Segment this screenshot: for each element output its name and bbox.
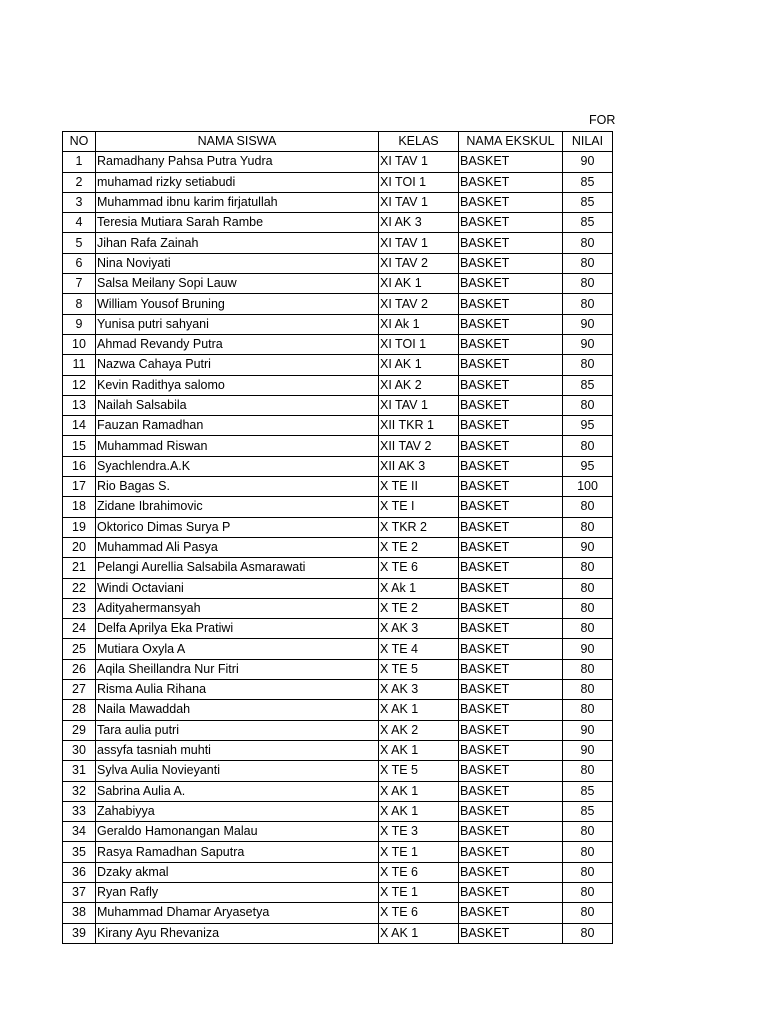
table-row <box>63 842 613 862</box>
student-name-cell: Risma Aulia Rihana <box>96 680 379 700</box>
table-row <box>63 456 613 476</box>
student-grades-table <box>62 131 613 944</box>
score-cell: 80 <box>563 253 613 273</box>
row-number-cell: 8 <box>63 294 96 314</box>
table-row <box>63 355 613 375</box>
extracurricular-cell: BASKET <box>459 213 563 233</box>
table-row <box>63 598 613 618</box>
extracurricular-cell: BASKET <box>459 172 563 192</box>
table-row <box>63 537 613 557</box>
score-cell: 80 <box>563 233 613 253</box>
class-cell: X TE 3 <box>379 822 459 842</box>
extracurricular-cell: BASKET <box>459 761 563 781</box>
score-cell: 80 <box>563 842 613 862</box>
class-cell: XI TAV 1 <box>379 233 459 253</box>
student-name-cell: Delfa Aprilya Eka Pratiwi <box>96 619 379 639</box>
extracurricular-cell: BASKET <box>459 700 563 720</box>
row-number-cell: 25 <box>63 639 96 659</box>
row-number-cell: 24 <box>63 619 96 639</box>
score-cell: 85 <box>563 192 613 212</box>
class-cell: XI TAV 2 <box>379 294 459 314</box>
score-cell: 95 <box>563 456 613 476</box>
table-row <box>63 395 613 415</box>
extracurricular-cell: BASKET <box>459 477 563 497</box>
table-row <box>63 801 613 821</box>
table-row <box>63 578 613 598</box>
extracurricular-cell: BASKET <box>459 822 563 842</box>
student-name-cell: Muhammad Riswan <box>96 436 379 456</box>
table-row <box>63 152 613 172</box>
header-row <box>63 132 613 152</box>
class-cell: XII TAV 2 <box>379 436 459 456</box>
class-cell: X TE 6 <box>379 903 459 923</box>
table-row <box>63 680 613 700</box>
extracurricular-cell: BASKET <box>459 517 563 537</box>
student-name-cell: Nailah Salsabila <box>96 395 379 415</box>
student-name-cell: Mutiara Oxyla A <box>96 639 379 659</box>
class-cell: X TE 5 <box>379 659 459 679</box>
student-name-cell: Aqila Sheillandra Nur Fitri <box>96 659 379 679</box>
class-cell: XII AK 3 <box>379 456 459 476</box>
student-name-cell: Kirany Ayu Rhevaniza <box>96 923 379 943</box>
student-name-cell: Muhammad Ali Pasya <box>96 537 379 557</box>
row-number-cell: 20 <box>63 537 96 557</box>
extracurricular-cell: BASKET <box>459 152 563 172</box>
extracurricular-cell: BASKET <box>459 680 563 700</box>
class-cell: X TE II <box>379 477 459 497</box>
score-cell: 85 <box>563 172 613 192</box>
student-name-cell: Ahmad Revandy Putra <box>96 334 379 354</box>
extracurricular-cell: BASKET <box>459 497 563 517</box>
extracurricular-cell: BASKET <box>459 598 563 618</box>
table-row <box>63 822 613 842</box>
table-row <box>63 274 613 294</box>
score-cell: 80 <box>563 659 613 679</box>
score-cell: 80 <box>563 497 613 517</box>
extracurricular-cell: BASKET <box>459 781 563 801</box>
class-cell: X TE I <box>379 497 459 517</box>
extracurricular-cell: BASKET <box>459 720 563 740</box>
class-cell: X AK 1 <box>379 740 459 760</box>
student-name-cell: Windi Octaviani <box>96 578 379 598</box>
student-name-cell: Nazwa Cahaya Putri <box>96 355 379 375</box>
extracurricular-cell: BASKET <box>459 294 563 314</box>
score-cell: 80 <box>563 274 613 294</box>
row-number-cell: 3 <box>63 192 96 212</box>
score-cell: 90 <box>563 314 613 334</box>
row-number-cell: 9 <box>63 314 96 334</box>
student-name-cell: Rio Bagas S. <box>96 477 379 497</box>
table-body <box>63 152 613 944</box>
row-number-cell: 37 <box>63 882 96 902</box>
class-cell: XII TKR 1 <box>379 416 459 436</box>
score-cell: 80 <box>563 578 613 598</box>
score-cell: 80 <box>563 882 613 902</box>
score-cell: 95 <box>563 416 613 436</box>
row-number-cell: 10 <box>63 334 96 354</box>
table-row <box>63 659 613 679</box>
extracurricular-cell: BASKET <box>459 537 563 557</box>
row-number-cell: 33 <box>63 801 96 821</box>
table-row <box>63 639 613 659</box>
score-cell: 90 <box>563 152 613 172</box>
student-name-cell: Muhammad Dhamar Aryasetya <box>96 903 379 923</box>
row-number-cell: 27 <box>63 680 96 700</box>
student-name-cell: Salsa Meilany Sopi Lauw <box>96 274 379 294</box>
row-number-cell: 35 <box>63 842 96 862</box>
table-row <box>63 619 613 639</box>
row-number-cell: 31 <box>63 761 96 781</box>
extracurricular-cell: BASKET <box>459 558 563 578</box>
table-row <box>63 923 613 943</box>
extracurricular-cell: BASKET <box>459 436 563 456</box>
extracurricular-cell: BASKET <box>459 619 563 639</box>
row-number-cell: 12 <box>63 375 96 395</box>
table-row <box>63 903 613 923</box>
class-cell: XI AK 2 <box>379 375 459 395</box>
student-name-cell: Ramadhany Pahsa Putra Yudra <box>96 152 379 172</box>
table-row <box>63 761 613 781</box>
class-cell: X TE 5 <box>379 761 459 781</box>
table-row <box>63 720 613 740</box>
score-cell: 85 <box>563 375 613 395</box>
row-number-cell: 2 <box>63 172 96 192</box>
column-header-nilai: NILAI <box>563 132 613 152</box>
table-row <box>63 334 613 354</box>
score-cell: 80 <box>563 700 613 720</box>
score-cell: 80 <box>563 436 613 456</box>
student-name-cell: Jihan Rafa Zainah <box>96 233 379 253</box>
class-cell: X TE 1 <box>379 842 459 862</box>
student-name-cell: assyfa tasniah muhti <box>96 740 379 760</box>
row-number-cell: 29 <box>63 720 96 740</box>
table-row <box>63 375 613 395</box>
score-cell: 90 <box>563 537 613 557</box>
student-name-cell: Pelangi Aurellia Salsabila Asmarawati <box>96 558 379 578</box>
row-number-cell: 1 <box>63 152 96 172</box>
score-cell: 90 <box>563 740 613 760</box>
table-row <box>63 192 613 212</box>
extracurricular-cell: BASKET <box>459 801 563 821</box>
row-number-cell: 36 <box>63 862 96 882</box>
table-row <box>63 294 613 314</box>
table-row <box>63 314 613 334</box>
student-name-cell: Dzaky akmal <box>96 862 379 882</box>
table-row <box>63 882 613 902</box>
score-cell: 80 <box>563 822 613 842</box>
student-name-cell: William Yousof Bruning <box>96 294 379 314</box>
class-cell: XI TOI 1 <box>379 172 459 192</box>
class-cell: X AK 1 <box>379 781 459 801</box>
student-name-cell: Sabrina Aulia A. <box>96 781 379 801</box>
class-cell: XI TAV 1 <box>379 192 459 212</box>
class-cell: XI TAV 1 <box>379 395 459 415</box>
row-number-cell: 5 <box>63 233 96 253</box>
row-number-cell: 22 <box>63 578 96 598</box>
score-cell: 80 <box>563 355 613 375</box>
class-cell: X Ak 1 <box>379 578 459 598</box>
class-cell: XI AK 3 <box>379 213 459 233</box>
table-row <box>63 740 613 760</box>
score-cell: 85 <box>563 213 613 233</box>
score-cell: 90 <box>563 720 613 740</box>
class-cell: X AK 1 <box>379 801 459 821</box>
table-row <box>63 781 613 801</box>
column-header-kelas: KELAS <box>379 132 459 152</box>
extracurricular-cell: BASKET <box>459 395 563 415</box>
extracurricular-cell: BASKET <box>459 842 563 862</box>
row-number-cell: 7 <box>63 274 96 294</box>
class-cell: XI AK 1 <box>379 355 459 375</box>
extracurricular-cell: BASKET <box>459 253 563 273</box>
class-cell: X TE 4 <box>379 639 459 659</box>
extracurricular-cell: BASKET <box>459 578 563 598</box>
row-number-cell: 26 <box>63 659 96 679</box>
class-cell: X TE 6 <box>379 862 459 882</box>
column-header-nama-ekskul: NAMA EKSKUL <box>459 132 563 152</box>
score-cell: 80 <box>563 558 613 578</box>
student-name-cell: Zahabiyya <box>96 801 379 821</box>
table-row <box>63 497 613 517</box>
table-row <box>63 700 613 720</box>
extracurricular-cell: BASKET <box>459 334 563 354</box>
student-name-cell: Zidane Ibrahimovic <box>96 497 379 517</box>
row-number-cell: 18 <box>63 497 96 517</box>
student-name-cell: Muhammad ibnu karim firjatullah <box>96 192 379 212</box>
student-name-cell: Adityahermansyah <box>96 598 379 618</box>
class-cell: XI TAV 1 <box>379 152 459 172</box>
extracurricular-cell: BASKET <box>459 882 563 902</box>
score-cell: 80 <box>563 761 613 781</box>
form-title-fragment: FOR <box>589 113 615 127</box>
extracurricular-cell: BASKET <box>459 314 563 334</box>
extracurricular-cell: BASKET <box>459 862 563 882</box>
student-name-cell: Tara aulia putri <box>96 720 379 740</box>
row-number-cell: 30 <box>63 740 96 760</box>
student-name-cell: Rasya Ramadhan Saputra <box>96 842 379 862</box>
row-number-cell: 19 <box>63 517 96 537</box>
score-cell: 90 <box>563 334 613 354</box>
score-cell: 80 <box>563 680 613 700</box>
table-row <box>63 253 613 273</box>
row-number-cell: 21 <box>63 558 96 578</box>
table-row <box>63 477 613 497</box>
row-number-cell: 13 <box>63 395 96 415</box>
table-row <box>63 436 613 456</box>
student-name-cell: Oktorico Dimas Surya P <box>96 517 379 537</box>
row-number-cell: 39 <box>63 923 96 943</box>
score-cell: 80 <box>563 517 613 537</box>
row-number-cell: 6 <box>63 253 96 273</box>
student-name-cell: Sylva Aulia Novieyanti <box>96 761 379 781</box>
score-cell: 100 <box>563 477 613 497</box>
score-cell: 85 <box>563 801 613 821</box>
student-name-cell: Teresia Mutiara Sarah Rambe <box>96 213 379 233</box>
extracurricular-cell: BASKET <box>459 659 563 679</box>
extracurricular-cell: BASKET <box>459 903 563 923</box>
class-cell: X AK 1 <box>379 923 459 943</box>
class-cell: X TKR 2 <box>379 517 459 537</box>
class-cell: XI Ak 1 <box>379 314 459 334</box>
student-name-cell: Geraldo Hamonangan Malau <box>96 822 379 842</box>
class-cell: XI TOI 1 <box>379 334 459 354</box>
class-cell: X TE 2 <box>379 537 459 557</box>
student-name-cell: Ryan Rafly <box>96 882 379 902</box>
class-cell: X AK 3 <box>379 680 459 700</box>
score-cell: 80 <box>563 395 613 415</box>
class-cell: X TE 1 <box>379 882 459 902</box>
extracurricular-cell: BASKET <box>459 375 563 395</box>
student-name-cell: Syachlendra.A.K <box>96 456 379 476</box>
student-name-cell: Naila Mawaddah <box>96 700 379 720</box>
column-header-nama-siswa: NAMA SISWA <box>96 132 379 152</box>
row-number-cell: 23 <box>63 598 96 618</box>
extracurricular-cell: BASKET <box>459 416 563 436</box>
table-row <box>63 233 613 253</box>
table-row <box>63 517 613 537</box>
row-number-cell: 4 <box>63 213 96 233</box>
score-cell: 80 <box>563 619 613 639</box>
extracurricular-cell: BASKET <box>459 456 563 476</box>
score-cell: 80 <box>563 923 613 943</box>
table-row <box>63 213 613 233</box>
student-name-cell: Kevin Radithya salomo <box>96 375 379 395</box>
extracurricular-cell: BASKET <box>459 639 563 659</box>
extracurricular-cell: BASKET <box>459 274 563 294</box>
student-name-cell: Yunisa putri sahyani <box>96 314 379 334</box>
row-number-cell: 28 <box>63 700 96 720</box>
extracurricular-cell: BASKET <box>459 740 563 760</box>
row-number-cell: 15 <box>63 436 96 456</box>
extracurricular-cell: BASKET <box>459 192 563 212</box>
row-number-cell: 17 <box>63 477 96 497</box>
class-cell: X AK 1 <box>379 700 459 720</box>
extracurricular-cell: BASKET <box>459 355 563 375</box>
row-number-cell: 34 <box>63 822 96 842</box>
score-cell: 85 <box>563 781 613 801</box>
row-number-cell: 14 <box>63 416 96 436</box>
student-name-cell: Nina Noviyati <box>96 253 379 273</box>
student-name-cell: muhamad rizky setiabudi <box>96 172 379 192</box>
class-cell: X TE 2 <box>379 598 459 618</box>
score-cell: 80 <box>563 903 613 923</box>
score-cell: 80 <box>563 294 613 314</box>
class-cell: X TE 6 <box>379 558 459 578</box>
table-row <box>63 172 613 192</box>
score-cell: 80 <box>563 598 613 618</box>
row-number-cell: 16 <box>63 456 96 476</box>
score-cell: 80 <box>563 862 613 882</box>
class-cell: XI AK 1 <box>379 274 459 294</box>
class-cell: X AK 2 <box>379 720 459 740</box>
table-row <box>63 416 613 436</box>
row-number-cell: 32 <box>63 781 96 801</box>
column-header-no: NO <box>63 132 96 152</box>
extracurricular-cell: BASKET <box>459 233 563 253</box>
extracurricular-cell: BASKET <box>459 923 563 943</box>
student-name-cell: Fauzan Ramadhan <box>96 416 379 436</box>
score-cell: 90 <box>563 639 613 659</box>
class-cell: X AK 3 <box>379 619 459 639</box>
row-number-cell: 11 <box>63 355 96 375</box>
table-row <box>63 862 613 882</box>
row-number-cell: 38 <box>63 903 96 923</box>
table-row <box>63 558 613 578</box>
class-cell: XI TAV 2 <box>379 253 459 273</box>
